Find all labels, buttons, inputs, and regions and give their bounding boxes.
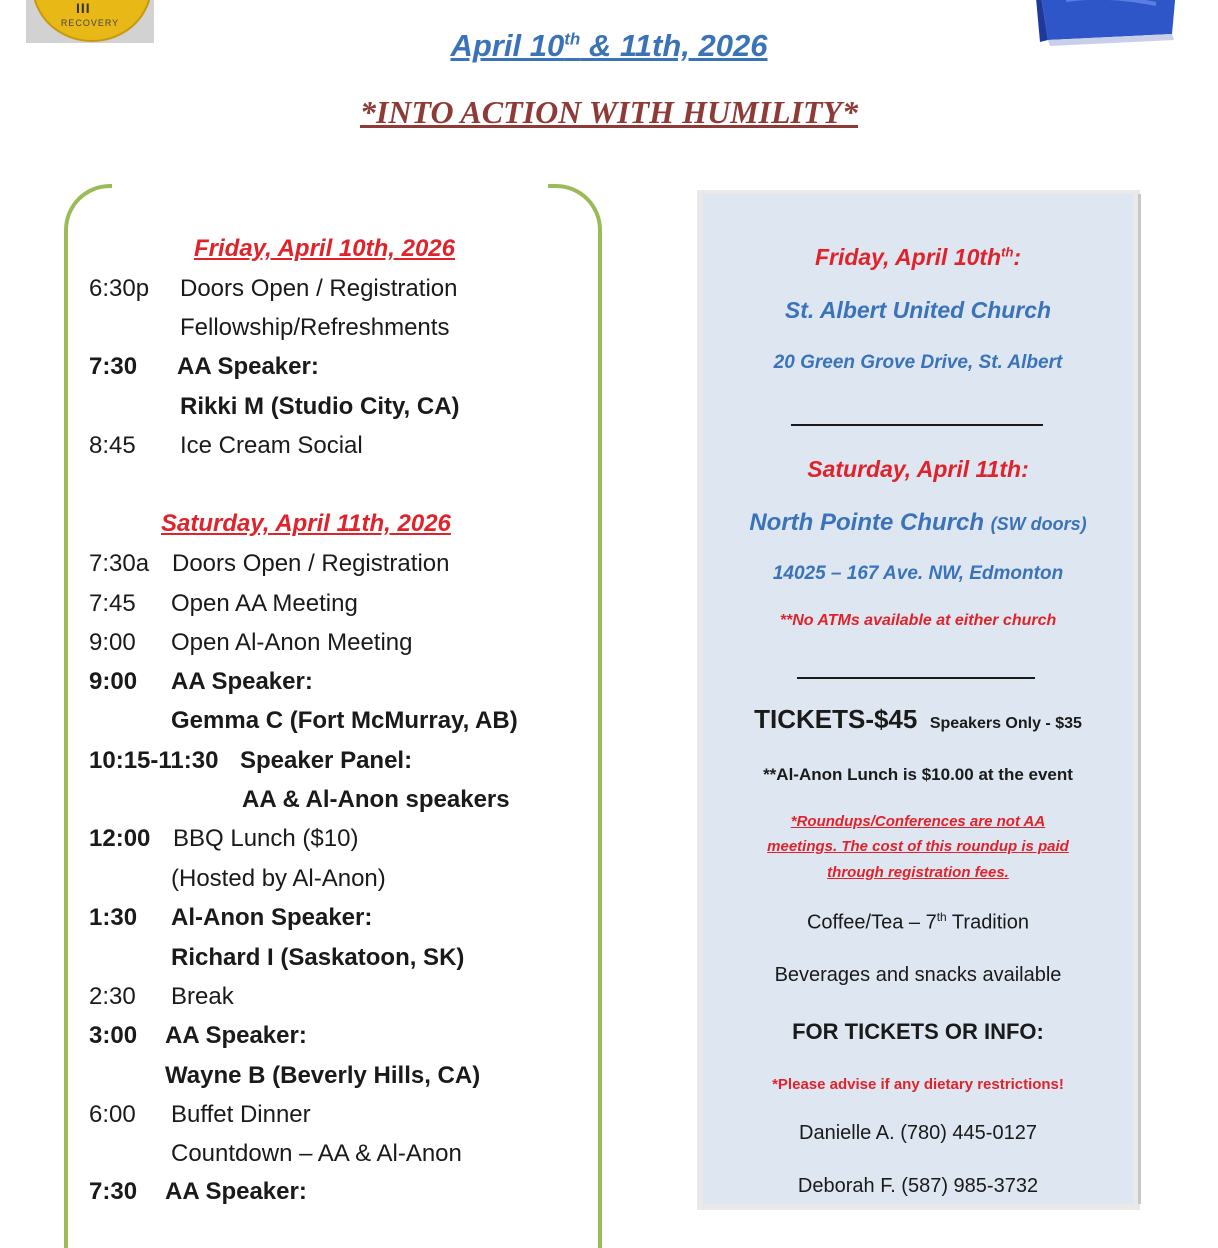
schedule-time: 6:00 <box>89 1101 136 1128</box>
info-saturday-venue-note: (SW doors) <box>990 514 1087 534</box>
info-friday-heading-sup: th <box>1001 244 1014 260</box>
schedule-time: 7:30 <box>89 1178 138 1205</box>
info-disclaimer-1: *Roundups/Conferences are not AA <box>790 813 1046 830</box>
schedule-time: 6:30p <box>89 275 150 302</box>
info-coffee-suffix: Tradition <box>946 911 1029 934</box>
schedule-time: 3:00 <box>89 1022 138 1049</box>
schedule-frame-gap <box>112 180 548 190</box>
schedule-speaker: Gemma C (Fort McMurray, AB) <box>171 707 518 734</box>
info-saturday-venue-line <box>703 509 1133 537</box>
info-panel <box>703 194 1133 1204</box>
info-tickets-main: TICKETS-$45 <box>754 704 918 734</box>
schedule-item: Speaker Panel: <box>240 747 413 774</box>
schedule-time: 12:00 <box>89 825 151 852</box>
schedule-time: 9:00 <box>89 668 138 695</box>
schedule-item: Ice Cream Social <box>180 432 363 459</box>
info-tickets-speakers: Speakers Only - $35 <box>929 715 1082 732</box>
schedule-item: Open Al-Anon Meeting <box>171 629 413 656</box>
schedule-item: Buffet Dinner <box>171 1101 311 1128</box>
saturday-heading: Saturday, April 11th, 2026 <box>161 510 451 537</box>
info-beverages: Beverages and snacks available <box>774 964 1062 986</box>
schedule-speaker: Wayne B (Beverly Hills, CA) <box>165 1062 481 1089</box>
schedule-item: AA Speaker: <box>171 668 313 695</box>
schedule-item: Break <box>171 983 234 1010</box>
info-panel-shadow <box>1138 194 1141 1204</box>
info-disclaimer-2: meetings. The cost of this roundup is paid <box>767 838 1069 855</box>
schedule-item: AA Speaker: <box>165 1022 307 1049</box>
schedule-speaker: Rikki M (Studio City, CA) <box>180 393 460 420</box>
info-coffee-sup: th <box>936 910 947 924</box>
schedule-time: 10:15-11:30 <box>89 747 219 774</box>
info-contact-heading: FOR TICKETS OR INFO: <box>792 1019 1044 1044</box>
info-saturday-venue: North Pointe Church <box>749 509 984 536</box>
info-friday-address: 20 Green Grove Drive, St. Albert <box>773 352 1063 373</box>
schedule-speaker: Richard I (Saskatoon, SK) <box>171 944 465 971</box>
schedule-time: 7:30a <box>89 550 150 577</box>
info-tickets-line <box>703 704 1133 735</box>
schedule-item: Doors Open / Registration <box>180 275 458 302</box>
event-dates <box>0 28 1218 64</box>
schedule-item: Al-Anon Speaker: <box>171 904 373 931</box>
info-contact-danielle: Danielle A. (780) 445-0127 <box>799 1122 1037 1144</box>
info-friday-heading-text: Friday, April 10th <box>814 244 1002 270</box>
info-dietary-note: *Please advise if any dietary restrictions! <box>772 1076 1064 1093</box>
info-friday-heading-suffix: : <box>1013 244 1022 270</box>
schedule-time: 1:30 <box>89 904 138 931</box>
event-dates-text: April 10th & 11th, 2026 <box>450 28 768 63</box>
info-coffee <box>703 910 1133 935</box>
info-disclaimer-3: through registration fees. <box>827 864 1009 881</box>
info-saturday-heading: Saturday, April 11th: <box>807 456 1029 482</box>
schedule-time: 7:45 <box>89 590 136 617</box>
info-contact-deborah: Deborah F. (587) 985-3732 <box>797 1175 1039 1197</box>
schedule-item: Countdown – AA & Al-Anon <box>171 1140 462 1167</box>
schedule-item: Doors Open / Registration <box>172 550 450 577</box>
schedule-item: Open AA Meeting <box>171 590 358 617</box>
logo-word: RECOVERY <box>60 18 120 28</box>
info-friday-venue: St. Albert United Church <box>784 297 1052 323</box>
info-friday-heading <box>703 244 1133 271</box>
info-divider <box>791 424 1043 426</box>
schedule-item: (Hosted by Al-Anon) <box>171 865 386 892</box>
event-theme: *INTO ACTION WITH HUMILITY* <box>359 94 859 130</box>
info-coffee-prefix: Coffee/Tea – 7 <box>806 911 937 934</box>
info-divider <box>797 677 1035 679</box>
schedule-item: BBQ Lunch ($10) <box>173 825 359 852</box>
schedule-time: 9:00 <box>89 629 136 656</box>
schedule-item: AA Speaker: <box>177 353 319 380</box>
schedule-time: 2:30 <box>89 983 136 1010</box>
friday-heading: Friday, April 10th, 2026 <box>194 235 455 262</box>
info-atm-note: **No ATMs available at either church <box>779 612 1057 629</box>
schedule-time: 8:45 <box>89 432 136 459</box>
logo-glyph: III <box>76 0 91 16</box>
schedule-item: AA Speaker: <box>165 1178 307 1205</box>
schedule-time: 7:30 <box>89 353 138 380</box>
schedule-item: Fellowship/Refreshments <box>180 314 450 341</box>
schedule-speaker: AA & Al-Anon speakers <box>242 786 510 813</box>
info-lunch-note: **Al-Anon Lunch is $10.00 at the event <box>763 765 1073 784</box>
info-saturday-address: 14025 – 167 Ave. NW, Edmonton <box>772 563 1064 584</box>
